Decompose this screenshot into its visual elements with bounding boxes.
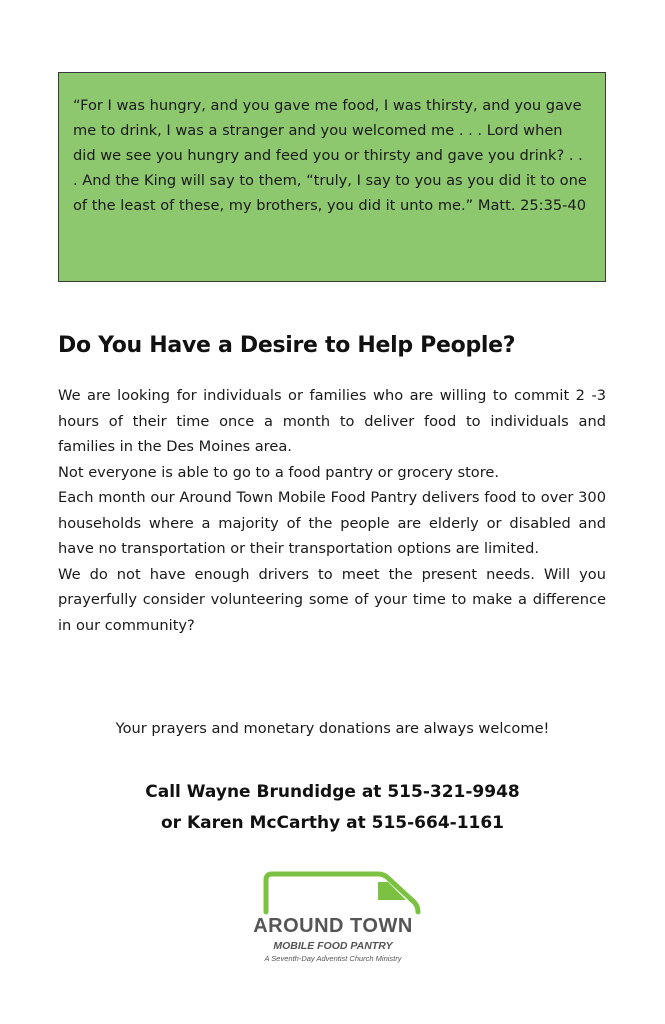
logo-title: AROUND TOWN bbox=[253, 915, 413, 937]
van-outline-icon bbox=[238, 868, 428, 918]
paragraph-each-month: Each month our Around Town Mobile Food Pantry delivers food to over 300 households where a majority of the people are elderly or disabled and have no transportation or their transportation options are limited. bbox=[58, 489, 606, 557]
paragraph-drivers-needed: We do not have enough drivers to meet the present needs. Will you prayerfully consider volunteering some of your time to make a difference in our community? bbox=[58, 565, 606, 634]
logo-tagline: A Seventh-Day Adventist Church Ministry bbox=[264, 954, 402, 963]
contact-karen: or Karen McCarthy at 515-664-1161 bbox=[160, 813, 505, 833]
page-heading: Do You Have a Desire to Help People? bbox=[58, 333, 516, 358]
paragraph-not-everyone: Not everyone is able to go to a food pantry or grocery store. bbox=[58, 463, 500, 481]
contact-wayne: Call Wayne Brundidge at 515-321-9948 bbox=[145, 782, 520, 802]
scripture-quote-text: “For I was hungry, and you gave me food, I was thirsty, and you gave me to drink, I was a stranger and you welcomed me . . . Lord when did we see you hungry and feed you or thirsty and gave you drink? . . . And the King will say to them, “truly, I say to you as you did it to one of the least of these, my brothers, you did it unto me.” Matt. 25:35-40 bbox=[73, 97, 587, 214]
contact-info bbox=[0, 777, 665, 839]
donations-welcome-text: Your prayers and monetary donations are always welcome! bbox=[115, 720, 550, 737]
scripture-quote-box bbox=[58, 72, 606, 282]
around-town-logo bbox=[228, 868, 438, 972]
body-text bbox=[58, 383, 606, 638]
logo-subtitle: MOBILE FOOD PANTRY bbox=[273, 940, 393, 952]
paragraph-volunteers: We are looking for individuals or families who are willing to commit 2 -3 hours of their time once a month to deliver food to individuals and families in the Des Moines area. bbox=[58, 387, 606, 455]
